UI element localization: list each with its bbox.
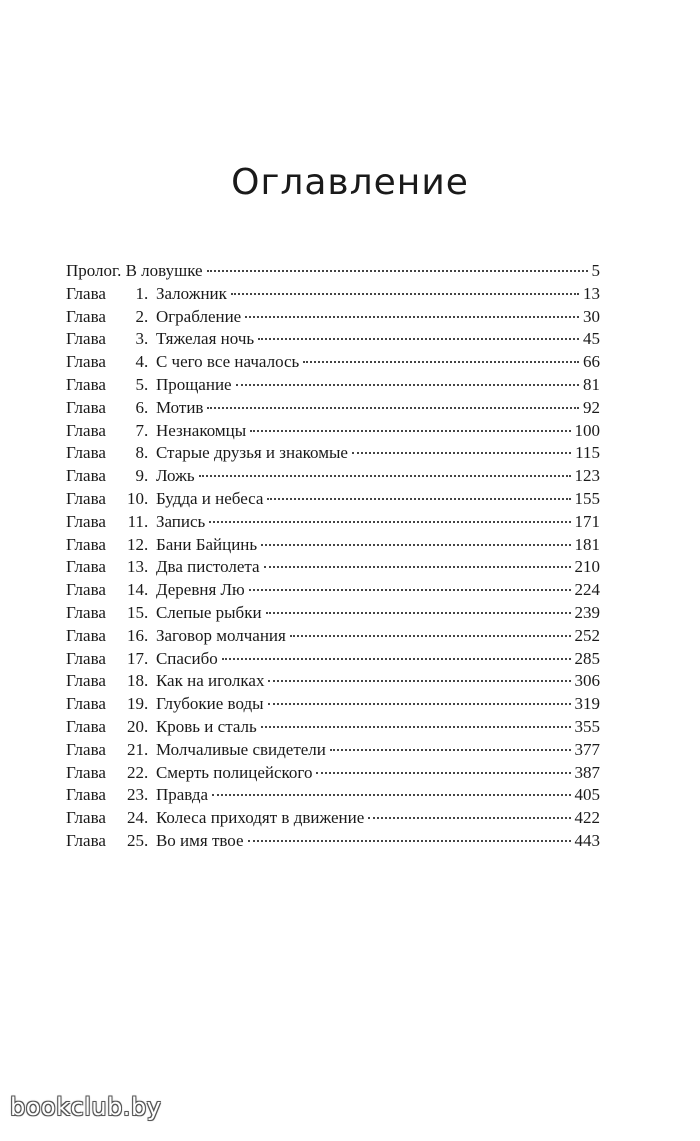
chapter-title: Деревня Лю [155, 580, 245, 600]
toc-row-prologue [66, 260, 600, 283]
chapter-number-dot: . [143, 329, 149, 349]
chapter-number-dot: . [143, 352, 149, 372]
chapter-title: Слепые рыбки [155, 602, 262, 622]
dot-leader [245, 316, 579, 318]
toc-row-chapter [66, 648, 600, 671]
toc-row-chapter [66, 488, 600, 511]
chapter-page-number: 285 [574, 648, 600, 668]
chapter-word: Глава [66, 420, 106, 440]
chapter-word: Глава [66, 557, 106, 577]
chapter-word: Глава [66, 488, 106, 508]
chapter-word: Глава [66, 306, 106, 326]
chapter-number: 11 [127, 511, 144, 531]
chapter-number-dot: . [143, 808, 149, 828]
chapter-number-dot: . [143, 420, 149, 440]
chapter-word: Глава [66, 466, 106, 486]
chapter-number-dot: . [143, 694, 149, 714]
chapter-word: Глава [66, 580, 106, 600]
dot-leader [250, 430, 570, 432]
chapter-word: Глава [66, 739, 106, 759]
chapter-page-number: 92 [583, 397, 600, 417]
watermark: bookclub.by [10, 1093, 162, 1121]
toc-row-chapter [66, 420, 600, 443]
chapter-page-number: 66 [583, 352, 600, 372]
chapter-number-dot: . [143, 534, 149, 554]
chapter-number: 24 [126, 808, 144, 828]
toc-row-chapter [66, 670, 600, 693]
chapter-page-number: 443 [574, 830, 600, 850]
dot-leader [316, 772, 570, 774]
dot-leader [249, 589, 571, 591]
chapter-number-dot: . [143, 283, 149, 303]
chapter-title: Заговор молчания [155, 625, 286, 645]
chapter-number: 13 [126, 557, 144, 577]
toc-row-chapter [66, 511, 600, 534]
chapter-number: 22 [126, 762, 144, 782]
chapter-page-number: 387 [574, 762, 600, 782]
chapter-number-dot: . [143, 466, 149, 486]
chapter-title: Ограбление [155, 306, 242, 326]
chapter-number-dot: . [143, 306, 149, 326]
chapter-title: Мотив [155, 397, 204, 417]
dot-leader [207, 270, 588, 272]
chapter-number: 5 [135, 374, 144, 394]
chapter-title: Ложь [155, 466, 195, 486]
dot-leader [248, 840, 571, 842]
chapter-number: 21 [126, 739, 144, 759]
chapter-page-number: 306 [574, 671, 600, 691]
chapter-word: Глава [66, 830, 106, 850]
chapter-word: Глава [66, 534, 106, 554]
dot-leader [258, 338, 579, 340]
chapter-page-number: 210 [574, 557, 600, 577]
chapter-number: 17 [126, 648, 144, 668]
chapter-word: Глава [66, 352, 106, 372]
chapter-title: Прощание [155, 374, 232, 394]
dot-leader [199, 475, 571, 477]
chapter-number-dot: . [143, 397, 149, 417]
chapter-number: 6 [135, 397, 144, 417]
dot-leader [267, 498, 570, 500]
table-of-contents [66, 260, 600, 853]
dot-leader [212, 794, 570, 796]
chapter-title: Смерть полицейского [155, 762, 313, 782]
toc-row-chapter [66, 739, 600, 762]
toc-row-chapter [66, 374, 600, 397]
chapter-title: Глубокие воды [155, 694, 264, 714]
chapter-page-number: 239 [574, 602, 600, 622]
dot-leader [261, 544, 570, 546]
dot-leader [330, 749, 571, 751]
chapter-title: Заложник [155, 283, 227, 303]
chapter-number-dot: . [143, 762, 149, 782]
chapter-number-dot: . [143, 716, 149, 736]
chapter-number-dot: . [143, 648, 149, 668]
toc-row-chapter [66, 283, 600, 306]
dot-leader [209, 521, 570, 523]
chapter-number-dot: . [143, 557, 149, 577]
chapter-page-number: 123 [574, 466, 600, 486]
toc-row-chapter [66, 762, 600, 785]
toc-row-chapter [66, 534, 600, 557]
dot-leader [268, 703, 571, 705]
chapter-word: Глава [66, 762, 106, 782]
chapter-word: Глава [66, 374, 106, 394]
dot-leader [236, 384, 579, 386]
chapter-word: Глава [66, 511, 106, 531]
chapter-word: Глава [66, 716, 106, 736]
dot-leader [368, 817, 570, 819]
chapter-title: Колеса приходят в движение [155, 808, 365, 828]
chapter-page-number: 181 [574, 534, 600, 554]
chapter-number: 14 [126, 580, 144, 600]
chapter-title: Во имя твое [155, 830, 244, 850]
toc-row-chapter [66, 465, 600, 488]
chapter-number-dot: . [143, 443, 149, 463]
chapter-page-number: 224 [574, 580, 600, 600]
toc-row-chapter [66, 306, 600, 329]
chapter-number: 19 [126, 694, 144, 714]
chapter-number-dot: . [143, 625, 149, 645]
chapter-title: Правда [155, 785, 209, 805]
chapter-word: Глава [66, 602, 106, 622]
chapter-number-dot: . [143, 374, 149, 394]
chapter-word: Глава [66, 443, 106, 463]
chapter-word: Глава [66, 808, 106, 828]
prologue-title: Пролог. В ловушке [66, 261, 203, 280]
prologue-page-number: 5 [591, 261, 600, 280]
dot-leader [222, 658, 571, 660]
chapter-title: Бани Байцинь [155, 534, 258, 554]
toc-row-chapter [66, 784, 600, 807]
chapter-page-number: 355 [574, 716, 600, 736]
chapter-number-dot: . [143, 602, 149, 622]
chapter-page-number: 81 [583, 374, 600, 394]
chapter-number: 25 [126, 830, 144, 850]
chapter-number-dot: . [143, 511, 149, 531]
dot-leader [261, 726, 571, 728]
chapter-number-dot: . [143, 580, 149, 600]
chapter-number: 3 [135, 329, 144, 349]
toc-row-chapter [66, 830, 600, 853]
page-title: Оглавление [231, 162, 469, 204]
chapter-page-number: 30 [583, 306, 600, 326]
toc-row-chapter [66, 351, 600, 374]
chapter-number-dot: . [143, 671, 149, 691]
chapter-title: Молчаливые свидетели [155, 739, 326, 759]
dot-leader [290, 635, 571, 637]
chapter-word: Глава [66, 329, 106, 349]
dot-leader [231, 293, 579, 295]
chapter-number: 18 [126, 671, 144, 691]
chapter-number: 20 [126, 716, 144, 736]
toc-row-chapter [66, 397, 600, 420]
toc-row-chapter [66, 716, 600, 739]
dot-leader [264, 566, 571, 568]
chapter-number: 23 [126, 785, 144, 805]
toc-row-chapter [66, 442, 600, 465]
chapter-word: Глава [66, 625, 106, 645]
toc-row-chapter [66, 602, 600, 625]
chapter-number: 8 [135, 443, 144, 463]
chapter-page-number: 13 [583, 283, 600, 303]
chapter-word: Глава [66, 785, 106, 805]
chapter-word: Глава [66, 648, 106, 668]
toc-row-chapter [66, 556, 600, 579]
chapter-number: 4 [135, 352, 144, 372]
chapter-page-number: 405 [574, 785, 600, 805]
chapter-title: Два пистолета [155, 557, 260, 577]
chapter-title: Будда и небеса [155, 488, 264, 508]
toc-row-chapter [66, 328, 600, 351]
chapter-page-number: 115 [575, 443, 600, 463]
chapter-title: Тяжелая ночь [155, 329, 255, 349]
chapter-title: Спасибо [155, 648, 218, 668]
chapter-title: Как на иголках [155, 671, 265, 691]
toc-row-chapter [66, 625, 600, 648]
chapter-title: С чего все началось [155, 352, 300, 372]
chapter-page-number: 171 [574, 511, 600, 531]
chapter-title: Старые друзья и знакомые [155, 443, 348, 463]
chapter-number: 9 [135, 466, 144, 486]
chapter-title: Незнакомцы [155, 420, 247, 440]
chapter-page-number: 252 [574, 625, 600, 645]
chapter-page-number: 45 [583, 329, 600, 349]
dot-leader [207, 407, 579, 409]
dot-leader [303, 361, 579, 363]
chapter-number: 7 [135, 420, 144, 440]
chapter-word: Глава [66, 397, 106, 417]
chapter-number: 15 [126, 602, 144, 622]
chapter-number: 10 [126, 488, 144, 508]
chapter-number: 16 [126, 625, 144, 645]
chapter-word: Глава [66, 671, 106, 691]
chapter-title: Запись [155, 511, 206, 531]
dot-leader [268, 680, 570, 682]
chapter-number: 2 [135, 306, 144, 326]
chapter-word: Глава [66, 694, 106, 714]
chapter-number: 1 [135, 283, 144, 303]
chapter-word: Глава [66, 283, 106, 303]
chapter-page-number: 377 [574, 739, 600, 759]
dot-leader [266, 612, 571, 614]
chapter-number-dot: . [143, 830, 149, 850]
chapter-number-dot: . [143, 785, 149, 805]
chapter-page-number: 155 [574, 488, 600, 508]
toc-row-chapter [66, 693, 600, 716]
dot-leader [352, 452, 571, 454]
chapter-page-number: 422 [574, 808, 600, 828]
chapter-number: 12 [126, 534, 144, 554]
toc-row-chapter [66, 579, 600, 602]
toc-row-chapter [66, 807, 600, 830]
chapter-page-number: 319 [574, 694, 600, 714]
chapter-page-number: 100 [574, 420, 600, 440]
chapter-number-dot: . [143, 488, 149, 508]
chapter-title: Кровь и сталь [155, 716, 257, 736]
chapter-number-dot: . [143, 739, 149, 759]
